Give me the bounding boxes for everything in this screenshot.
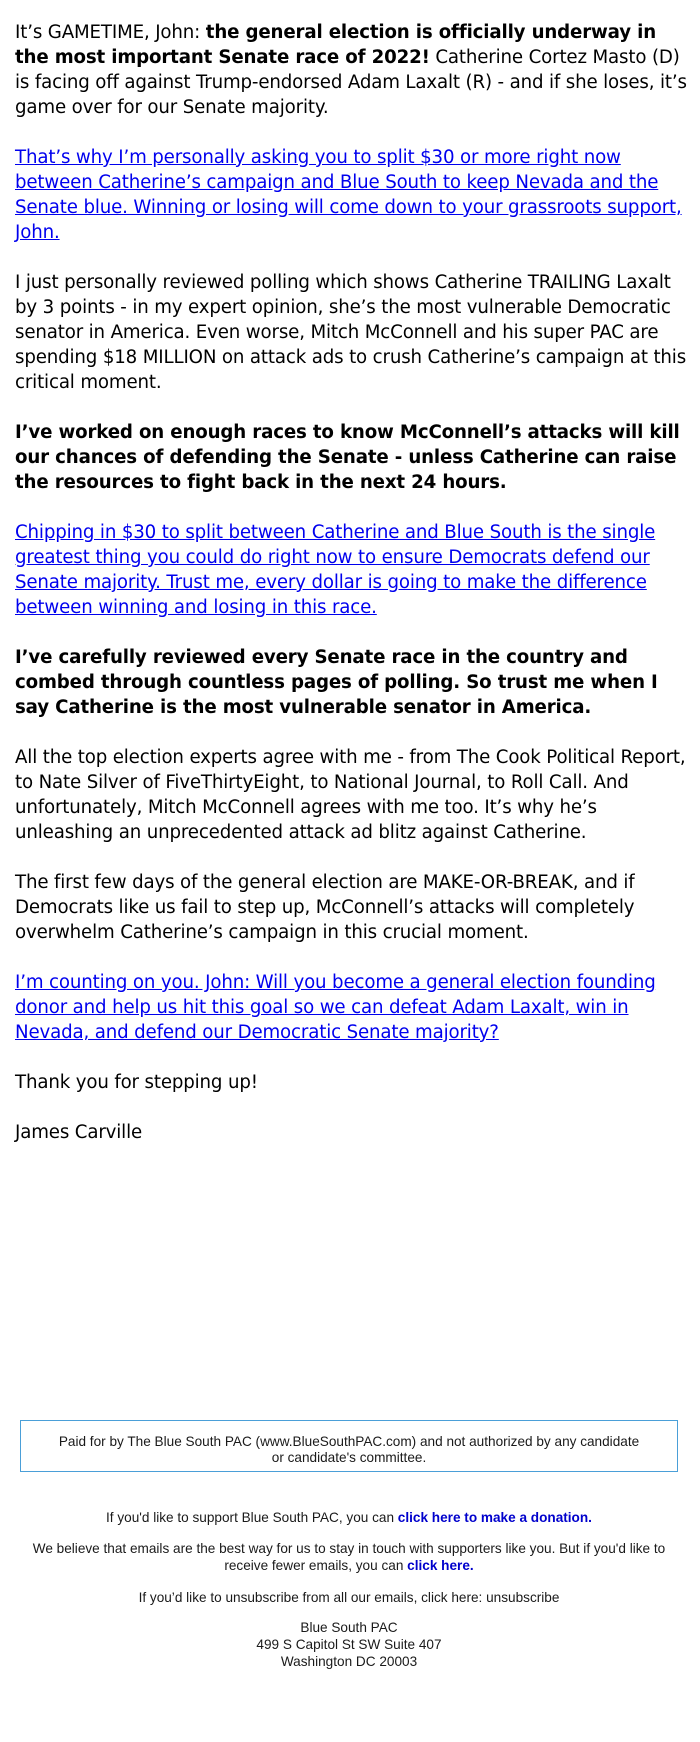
address-org: Blue South PAC xyxy=(300,1620,398,1635)
address-street: 499 S Capitol St SW Suite 407 xyxy=(256,1637,442,1652)
polling-paragraph: I just personally reviewed polling which shows Catherine TRAILING Laxalt by 3 points - in my expert opinion, she’s the most vulnerable Democratic senator in America. Even worse, Mitch McConnell and his super PAC are spending $18 MILLION on attack ads to crush Catherine’s campaign at this critical moment. xyxy=(15,272,687,393)
warning-bold: I’ve worked on enough races to know McConnell’s attacks will kill our chances of defending the Senate - unless Catherine can raise the resources to fight back in the next 24 hours. xyxy=(15,422,680,493)
make-donation-link[interactable]: click here to make a donation. xyxy=(397,1510,592,1525)
footer-support-text: If you'd like to support Blue South PAC, you can xyxy=(106,1510,398,1525)
vulnerable-bold: I’ve carefully reviewed every Senate race in the country and combed through countless pages of polling. So trust me when I say Catherine is the most vulnerable senator in America. xyxy=(15,647,658,718)
address-city: Washington DC 20003 xyxy=(280,1654,418,1669)
chip-in-link[interactable]: Chipping in $30 to split between Catherine and Blue South is the single greatest thing you could do right now to ensure Democrats defend our Senate majority. Trust me, every dollar is going to make the difference between winning and losing in this race. xyxy=(15,522,656,618)
split-donation-link[interactable]: That’s why I’m personally asking you to split $30 or more right now between Catherine’s campaign and Blue South to keep Nevada and the Senate blue. Winning or losing will come down to your grassroots support, John. xyxy=(15,147,682,243)
footer-unsubscribe-line xyxy=(20,1589,678,1606)
founding-donor-paragraph xyxy=(15,970,695,1045)
intro-bold: the general election is officially underway in the most important Senate race of 2022! xyxy=(15,22,657,68)
footer-support-line xyxy=(20,1509,678,1526)
fewer-emails-link[interactable]: click here. xyxy=(407,1558,474,1573)
email-body xyxy=(15,20,695,1170)
footer-fewer-text: We believe that emails are the best way for us to stay in touch with supporters like you. But if you'd like to receive fewer emails, you can xyxy=(32,1541,666,1573)
make-or-break-paragraph: The first few days of the general election are MAKE-OR-BREAK, and if Democrats like us fail to step up, McConnell’s attacks will completely overwhelm Catherine’s campaign in this crucial moment. xyxy=(15,872,635,943)
thanks-paragraph: Thank you for stepping up! xyxy=(15,1072,258,1093)
signature: James Carville xyxy=(15,1122,143,1143)
footer-fewer-emails-line xyxy=(20,1540,678,1574)
footer-unsub-text: If you’d like to unsubscribe from all our emails, click here: xyxy=(138,1590,487,1605)
intro-lead: It’s GAMETIME, John: xyxy=(15,22,206,43)
experts-paragraph: All the top election experts agree with me - from The Cook Political Report, to Nate Silver of FiveThirtyEight, to National Journal, to Roll Call. And unfortunately, Mitch McConnell agrees with me too. It’s why he’s unleashing an unprecedented attack ad blitz against Catherine. xyxy=(15,747,686,843)
unsubscribe-link[interactable]: unsubscribe xyxy=(486,1590,560,1605)
vulnerable-paragraph xyxy=(15,645,695,720)
founding-donor-link[interactable]: I’m counting on you. John: Will you become a general election founding donor and help us hit this goal so we can defeat Adam Laxalt, win in Nevada, and defend our Democratic Senate majority? xyxy=(15,972,656,1043)
mailing-address xyxy=(20,1619,678,1670)
intro-tail: Catherine Cortez Masto (D) is facing off against Trump-endorsed Adam Laxalt (R) - and if she loses, it’s game over for our Senate majority. xyxy=(15,47,687,118)
ask-paragraph xyxy=(15,145,695,245)
warning-paragraph xyxy=(15,420,695,495)
intro-paragraph xyxy=(15,20,695,120)
paid-for-disclaimer: Paid for by The Blue South PAC (www.BlueSouthPAC.com) and not authorized by any candidate or candidate's committee. xyxy=(20,1420,678,1472)
chip-in-paragraph xyxy=(15,520,695,620)
